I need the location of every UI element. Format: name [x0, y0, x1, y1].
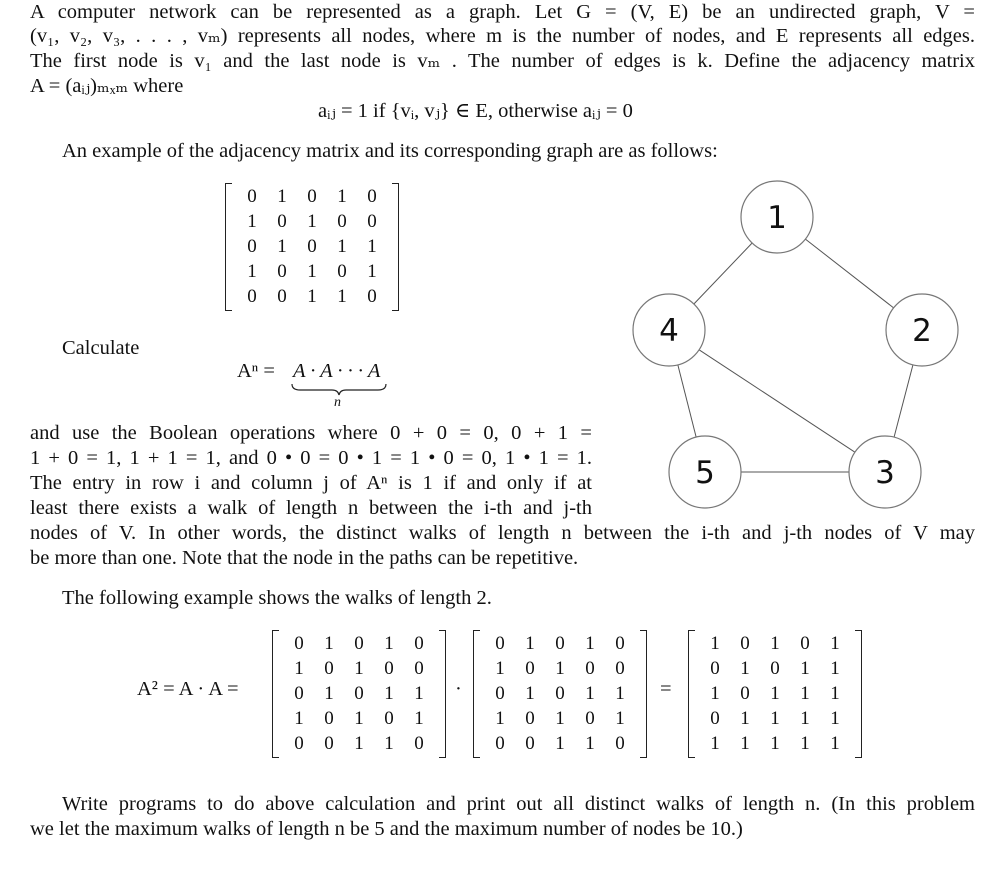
matrix-cell: 1 — [710, 632, 720, 654]
matrix-cell: 1 — [770, 733, 780, 755]
equals-sign: = — [660, 678, 672, 700]
matrix-cell: 0 — [277, 286, 287, 308]
matrix-row — [700, 681, 850, 706]
matrix-cell: 1 — [740, 733, 750, 755]
matrix-cell: 0 — [324, 733, 334, 755]
matrix-cell: 0 — [525, 708, 535, 730]
matrix-cell: 0 — [367, 210, 377, 232]
graph-edge-1-2 — [805, 239, 893, 308]
matrix-cell: 0 — [384, 657, 394, 679]
graph-node-label: 5 — [695, 455, 715, 491]
matrix-cell: 1 — [414, 708, 424, 730]
matrix-cell: 1 — [830, 632, 840, 654]
matrix-cell: 0 — [247, 235, 257, 257]
graph-node-4 — [633, 294, 705, 366]
graph-node-3 — [849, 436, 921, 508]
matrix-cell: 1 — [247, 261, 257, 283]
matrix-row — [485, 656, 635, 681]
boolean-line-2: 1 + 0 = 1, 1 + 1 = 1, and 0 • 0 = 0 • 1 = 1 • 0 = 0, 1 • 1 = 1. — [30, 447, 592, 469]
matrix-cell: 1 — [414, 682, 424, 704]
matrix-cell: 1 — [555, 708, 565, 730]
matrix-cell: 1 — [830, 708, 840, 730]
matrix-row — [485, 681, 635, 706]
matrix-cell: 1 — [770, 632, 780, 654]
matrix-row — [485, 732, 635, 757]
matrix-cell: 0 — [307, 185, 317, 207]
matrix-cell: 1 — [294, 657, 304, 679]
matrix-cell: 0 — [525, 657, 535, 679]
example-intro: An example of the adjacency matrix and its corresponding graph are as follows: — [62, 140, 718, 162]
matrix-cell: 0 — [740, 682, 750, 704]
matrix-cell: 1 — [307, 286, 317, 308]
matrix-cell: 1 — [770, 682, 780, 704]
matrix-row — [237, 260, 387, 285]
matrix-cell: 0 — [294, 733, 304, 755]
graph-node-2 — [886, 294, 958, 366]
matrix-cell: 1 — [830, 733, 840, 755]
matrix-cell: 1 — [525, 632, 535, 654]
matrix-cell: 1 — [800, 708, 810, 730]
matrix-cell: 1 — [800, 657, 810, 679]
matrix-cell: 0 — [294, 632, 304, 654]
power-formula-lhs: Aⁿ = — [237, 360, 275, 382]
matrix-cell: 1 — [830, 682, 840, 704]
matrix-cell: 0 — [525, 733, 535, 755]
matrix-cell: 1 — [384, 733, 394, 755]
matrix-cell: 1 — [324, 632, 334, 654]
matrix-cell: 0 — [615, 657, 625, 679]
calculate-label: Calculate — [62, 337, 140, 359]
graph-edge-1-4 — [694, 243, 752, 304]
matrix-cell: 1 — [307, 210, 317, 232]
adjacency-matrix — [225, 183, 399, 311]
matrix-cell: 0 — [247, 286, 257, 308]
matrix-row — [700, 732, 850, 757]
matrix-cell: 1 — [337, 286, 347, 308]
matrix-cell: 0 — [585, 708, 595, 730]
intro-line-1: A computer network can be represented as a graph. Let G = (V, E) be an undirected graph, V = — [30, 1, 975, 23]
task-line-1: Write programs to do above calculation and print out all distinct walks of length n. (In this problem — [62, 793, 975, 815]
matrix-row — [237, 285, 387, 310]
matrix-cell: 1 — [740, 708, 750, 730]
matrix-cell: 0 — [337, 261, 347, 283]
matrix-cell: 1 — [585, 733, 595, 755]
matrix-cell: 1 — [830, 657, 840, 679]
matrix-a-squared — [688, 630, 862, 758]
matrix-cell: 1 — [710, 733, 720, 755]
matrix-row — [237, 209, 387, 234]
matrix-row — [700, 656, 850, 681]
walk-line-1: nodes of V. In other words, the distinct walks of length n between the i-th and j-th nodes of V may — [30, 522, 975, 544]
matrix-row — [485, 707, 635, 732]
matrix-cell: 1 — [384, 682, 394, 704]
matrix-cell: 1 — [710, 682, 720, 704]
graph-edge-4-5 — [678, 365, 696, 437]
matrix-cell: 1 — [277, 185, 287, 207]
graph-edge-2-3 — [894, 365, 913, 437]
matrix-cell: 1 — [495, 708, 505, 730]
graph-node-1 — [741, 181, 813, 253]
intro-line-4: A = (aᵢⱼ)ₘₓₘ where — [30, 75, 184, 97]
matrix-cell: 0 — [414, 657, 424, 679]
matrix-cell: 0 — [800, 632, 810, 654]
matrix-cell: 1 — [615, 682, 625, 704]
matrix-cell: 1 — [354, 657, 364, 679]
matrix-cell: 1 — [307, 261, 317, 283]
matrix-cell: 0 — [277, 210, 287, 232]
matrix-cell: 0 — [710, 708, 720, 730]
graph-edge-4-3 — [699, 350, 855, 452]
graph-node-label: 2 — [912, 313, 932, 349]
graph-node-label: 1 — [767, 200, 787, 236]
square-lhs: A² = A · A = — [137, 678, 239, 700]
matrix-cell: 1 — [740, 657, 750, 679]
matrix-cell: 0 — [354, 632, 364, 654]
matrix-cell: 0 — [495, 632, 505, 654]
matrix-row — [284, 681, 434, 706]
matrix-cell: 1 — [247, 210, 257, 232]
underbrace — [290, 382, 390, 396]
graph-node-5 — [669, 436, 741, 508]
matrix-cell: 0 — [495, 682, 505, 704]
boolean-line-1: and use the Boolean operations where 0 + 0 = 0, 0 + 1 = — [30, 422, 592, 444]
matrix-cell: 0 — [367, 286, 377, 308]
graph-node-label: 3 — [875, 455, 895, 491]
matrix-cell: 1 — [354, 733, 364, 755]
multiply-dot: · — [455, 678, 462, 700]
intro-line-2: (v₁, v₂, v₃, . . . , vₘ) represents all nodes, where m is the number of nodes, and E represents all edges. — [30, 25, 975, 47]
matrix-cell: 0 — [324, 657, 334, 679]
matrix-cell: 1 — [324, 682, 334, 704]
matrix-cell: 1 — [770, 708, 780, 730]
matrix-cell: 1 — [367, 235, 377, 257]
matrix-cell: 1 — [384, 632, 394, 654]
matrix-cell: 0 — [367, 185, 377, 207]
matrix-row — [284, 656, 434, 681]
walk-line-2: be more than one. Note that the node in the paths can be repetitive. — [30, 547, 579, 569]
matrix-cell: 1 — [800, 682, 810, 704]
boolean-line-3: The entry in row i and column j of Aⁿ is 1 if and only if at — [30, 472, 592, 494]
matrix-cell: 1 — [555, 657, 565, 679]
matrix-cell: 0 — [615, 632, 625, 654]
matrix-row — [700, 707, 850, 732]
matrix-row — [485, 631, 635, 656]
intro-line-3: The first node is v₁ and the last node is vₘ . The number of edges is k. Define the adjacency matrix — [30, 50, 975, 72]
matrix-cell: 0 — [294, 682, 304, 704]
power-formula-rhs: A · A · · · A — [293, 360, 381, 382]
matrix-cell: 1 — [585, 632, 595, 654]
matrix-row — [284, 707, 434, 732]
matrix-cell: 1 — [800, 733, 810, 755]
matrix-cell: 1 — [337, 235, 347, 257]
matrix-cell: 0 — [555, 632, 565, 654]
matrix-row — [237, 234, 387, 259]
underbrace-label: n — [334, 395, 341, 410]
definition-formula: aᵢⱼ = 1 if {vᵢ, vⱼ} ∈ E, otherwise aᵢⱼ = 0 — [318, 100, 633, 122]
matrix-cell: 1 — [367, 261, 377, 283]
matrix-cell: 0 — [337, 210, 347, 232]
matrix-cell: 0 — [555, 682, 565, 704]
matrix-cell: 0 — [384, 708, 394, 730]
matrix-cell: 0 — [414, 733, 424, 755]
matrix-cell: 0 — [247, 185, 257, 207]
matrix-cell: 0 — [585, 657, 595, 679]
matrix-cell: 0 — [307, 235, 317, 257]
matrix-cell: 0 — [740, 632, 750, 654]
matrix-row — [284, 631, 434, 656]
matrix-cell: 0 — [615, 733, 625, 755]
boolean-line-4: least there exists a walk of length n between the i-th and j-th — [30, 497, 592, 519]
matrix-cell: 0 — [495, 733, 505, 755]
matrix-cell: 1 — [585, 682, 595, 704]
matrix-cell: 1 — [525, 682, 535, 704]
graph-node-label: 4 — [659, 313, 679, 349]
matrix-cell: 1 — [354, 708, 364, 730]
matrix-row — [237, 184, 387, 209]
matrix-cell: 0 — [277, 261, 287, 283]
task-line-2: we let the maximum walks of length n be 5 and the maximum number of nodes be 10.) — [30, 818, 743, 840]
matrix-cell: 0 — [324, 708, 334, 730]
matrix-row — [700, 631, 850, 656]
matrix-cell: 1 — [615, 708, 625, 730]
matrix-cell: 1 — [277, 235, 287, 257]
matrix-row — [284, 732, 434, 757]
matrix-cell: 0 — [354, 682, 364, 704]
matrix-cell: 0 — [414, 632, 424, 654]
matrix-cell: 1 — [555, 733, 565, 755]
example2-intro: The following example shows the walks of length 2. — [62, 587, 492, 609]
matrix-a-right — [473, 630, 647, 758]
matrix-cell: 1 — [495, 657, 505, 679]
matrix-cell: 0 — [710, 657, 720, 679]
matrix-cell: 1 — [337, 185, 347, 207]
example-graph — [620, 170, 970, 510]
matrix-a-left — [272, 630, 446, 758]
matrix-cell: 1 — [294, 708, 304, 730]
matrix-cell: 0 — [770, 657, 780, 679]
